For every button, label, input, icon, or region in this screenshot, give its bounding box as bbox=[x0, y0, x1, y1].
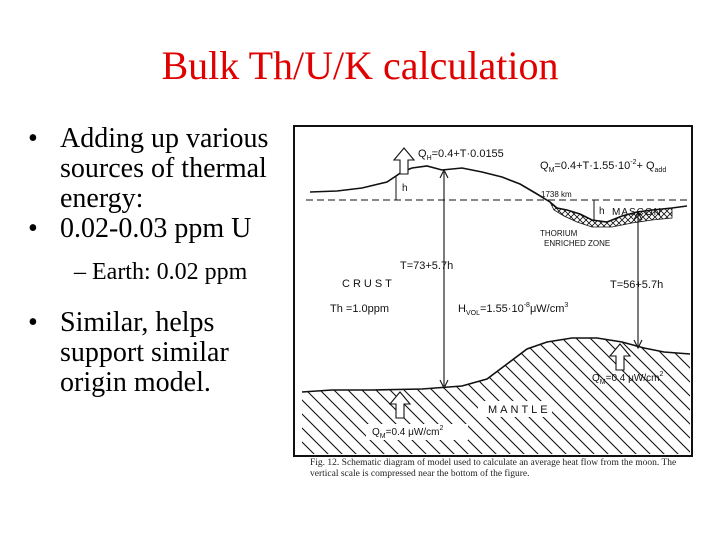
qh-label: $Q_H=0.4+T\cdot 0.0155$ bbox=[418, 148, 504, 162]
mantle-region bbox=[302, 338, 690, 454]
thorium-ppm-label: Th =1.0ppm bbox=[330, 303, 390, 315]
bullet-list bbox=[28, 124, 288, 398]
bullet-item bbox=[28, 124, 288, 214]
h-right-label: h bbox=[599, 206, 605, 217]
bullet-item bbox=[28, 308, 288, 398]
bullet-dot: • bbox=[28, 307, 38, 338]
figure-caption: Fig. 12. Schematic diagram of model used to calculate an average heat flow from the moon. The vertical scale is compressed near the bottom of the figure. bbox=[310, 458, 677, 479]
bullet-dot: • bbox=[28, 123, 38, 154]
sub-bullet bbox=[74, 258, 288, 286]
t-left-label: T=73+5.7h bbox=[400, 260, 454, 272]
bullet-dot: • bbox=[28, 213, 38, 244]
slide-title: Bulk Th/U/K calculation bbox=[161, 43, 559, 88]
heat-flow-arrow-icon bbox=[394, 148, 414, 174]
thorium-label: THORIUM bbox=[540, 229, 578, 238]
qm-left-label: $Q_M=0.4$ $\mu W/cm^2$ bbox=[372, 425, 444, 440]
h-left-label: h bbox=[402, 183, 408, 194]
bullet-text: 0.02-0.03 ppm U bbox=[60, 213, 252, 244]
hvol-label: $H_{VOL}=1.55\cdot 10^{-8}\mu W/cm^3$ bbox=[458, 302, 569, 317]
qm-right-label: $Q_M=0.4$ $\mu W/cm^2$ bbox=[592, 371, 664, 386]
mascon-label: MASCON bbox=[612, 207, 662, 218]
crust-label: CRUST bbox=[342, 278, 395, 290]
enriched-zone-label: ENRICHED ZONE bbox=[544, 239, 611, 248]
bullet-item bbox=[28, 214, 288, 244]
bullet-text: Similar, helps support similar origin model. bbox=[60, 307, 229, 398]
bullet-text: Adding up various sources of thermal energy: bbox=[60, 123, 269, 214]
mantle-label: MANTLE bbox=[488, 404, 551, 416]
sub-bullet-dash: – bbox=[74, 259, 86, 285]
t-right-label: T=56+5.7h bbox=[610, 279, 664, 291]
qm-top-label: $Q_M=0.4+T\cdot 1.55\cdot 10^{-2}+ Q_{add}$ bbox=[540, 159, 667, 174]
km-label: 1738 km bbox=[541, 190, 572, 199]
heat-flow-diagram bbox=[292, 124, 694, 486]
sub-bullet-text: Earth: 0.02 ppm bbox=[92, 259, 248, 285]
